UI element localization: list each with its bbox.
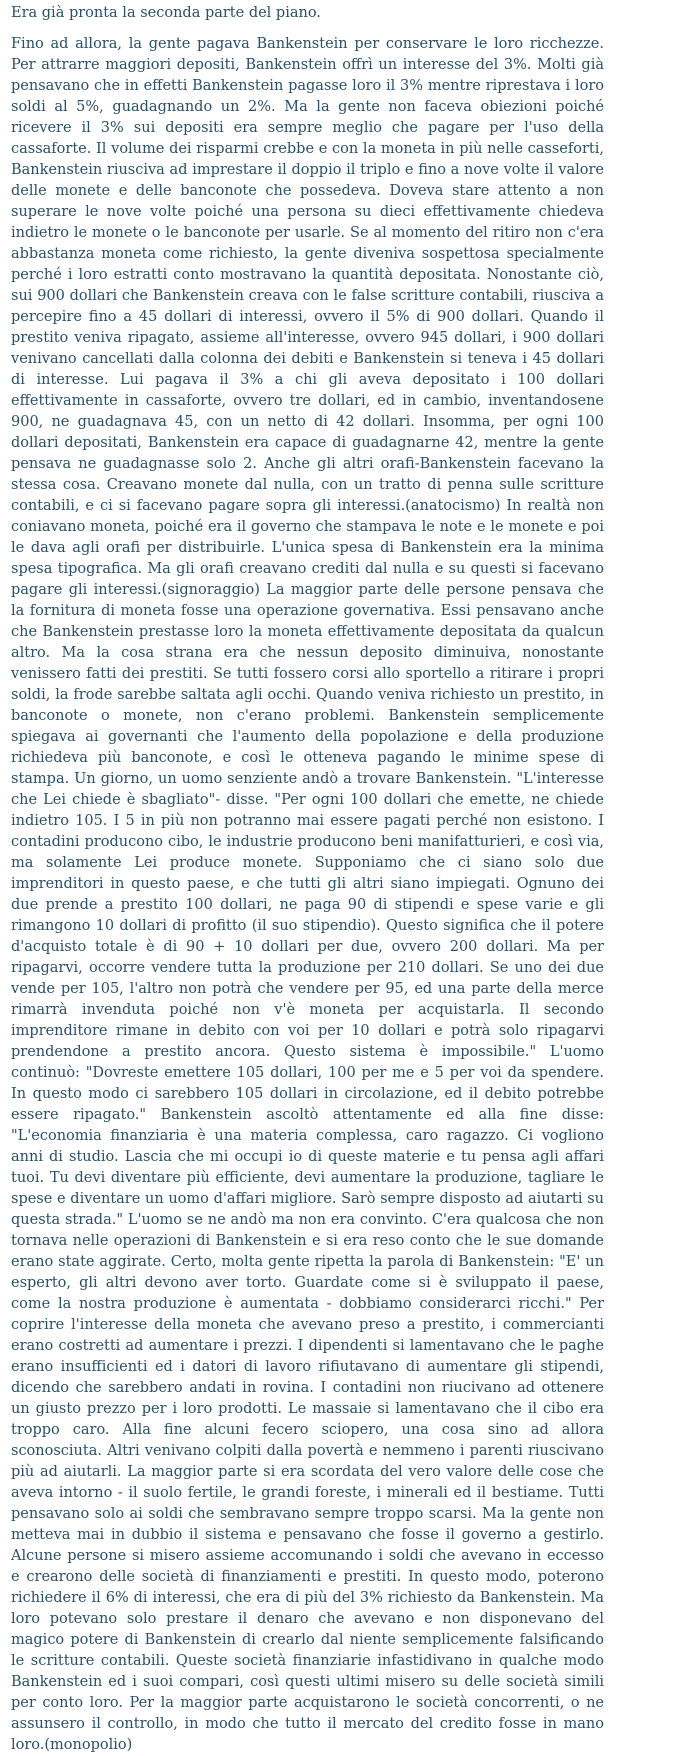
body-paragraph: Fino ad allora, la gente pagava Bankenstein per conservare le loro ricchezze. Per attrarre maggiori depositi, Bankenstein offrì un interesse del 3%. Molti già pensavano che in effetti Bankenstein pagasse loro il 3% mentre riprestava i loro soldi al 5%, guadagnando un 2%. Ma la gente non faceva obiezioni poiché ricevere il 3% sui depositi era sempre meglio che pagare per l'uso della cassaforte. Il volume dei risparmi crebbe e con la moneta in più nelle casseforti, Bankenstein riusciva ad imprestare il doppio il triplo e fino a nove volte il valore delle monete e delle banconote che possedeva. Doveva stare attento a non superare le nove volte poiché una persona su dieci effettivamente chiedeva indietro le monete o le banconote per usarle. Se al momento del ritiro non c'era abbastanza moneta come richiesto, la gente diveniva sospettosa specialmente perché i loro estratti conto mostravano la quantità depositata. Nonostante ciò, sui 900 dollari che Bankenstein creava con le false scritture contabili, riusciva a percepire fino a 45 dollari di interessi, ovvero il 5% di 900 dollari. Quando il prestito veniva ripagato, assieme all'interesse, ovvero 945 dollari, i 900 dollari venivano cancellati dalla colonna dei debiti e Bankenstein si teneva i 45 dollari di interesse. Lui pagava il 3% a chi gli aveva depositato i 100 dollari effettivamente in cassaforte, ovvero tre dollari, ed in cambio, inventandosene 900, ne guadagnava 45, con un netto di 42 dollari. Insomma, per ogni 100 dollari depositati, Bankenstein era capace di guadagnarne 42, mentre la gente pensava ne guadagnasse solo 2. Anche gli altri orafi-Bankenstein facevano la stessa cosa. Creavano monete dal nulla, con un tratto di penna sulle scritture contabili, e ci si facevano pagare sopra gli interessi.(anatocismo) In realtà non coniavano moneta, poiché era il governo che stampava le note e le monete e poi le dava agli orafi per distribuirle. L'unica spesa di Bankenstein era la minima spesa tipografica. Ma gli orafi creavano crediti dal nulla e su questi si facevano pagare gli interessi.(signoraggio) La maggior parte delle persone pensava che la fornitura di moneta fosse una operazione governativa. Essi pensavano anche che Bankenstein prestasse loro la moneta effettivamente depositata da qualcun altro. Ma la cosa strana era che nessun deposito diminuiva, nonostante venissero fatti dei prestiti. Se tutti fossero corsi allo sportello a ritirare i propri soldi, la frode sarebbe saltata agli occhi. Quando veniva richiesto un prestito, in banconote o monete, non c'erano problemi. Bankenstein semplicemente spiegava ai governanti che l'aumento della popolazione e della produzione richiedeva più banconote, e così le otteneva pagando le minime spese di stampa. Un giorno, un uomo senziente andò a trovare Bankenstein. "L'interesse che Lei chiede è sbagliato"- disse. "Per ogni 100 dollari che emette, ne chiede indietro 105. I 5 in più non potranno mai essere pagati perché non esistono. I contadini producono cibo, le industrie producono beni manifatturieri, e così via, ma solamente Lei produce monete. Supponiamo che ci siano solo due imprenditori in questo paese, e che tutti gli altri siano impiegati. Ognuno dei due prende a prestito 100 dollari, ne paga 90 di stipendi e spese varie e gli rimangono 10 dollari di profitto (il suo stipendio). Questo significa che il potere d'acquisto totale è di 90 + 10 dollari per due, ovvero 200 dollari. Ma per ripagarvi, occorre vendere tutta la produzione per 210 dollari. Se uno dei due vende per 105, l'altro non potrà che vendere per 95, ed una parte della merce rimarrà invenduta poiché non v'è moneta per acquistarla. Il secondo imprenditore rimane in debito con voi per 10 dollari e potrà solo ripagarvi prendendone a prestito ancora. Questo sistema è impossibile." L'uomo continuò: "Dovreste emettere 105 dollari, 100 per me e 5 per voi da spendere. In questo modo ci sarebbero 105 dollari in circolazione, ed il debito potrebbe essere ripagato." Bankenstein ascoltò attentamente ed alla fine disse: "L'economia finanziaria è una materia complessa, caro ragazzo. Ci vogliono anni di studio. Lascia che mi occupi io di queste materie e tu pensa agli affari tuoi. Tu devi diventare più efficiente, devi aumentare la produzione, tagliare le spese e diventare un uomo d'affari migliore. Sarò sempre disposto ad aiutarti su questa strada." L'uomo se ne andò ma non era convinto. C'era qualcosa che non tornava nelle operazioni di Bankenstein e si era reso conto che le sue domande erano state aggirate. Certo, molta gente ripetta la parola di Bankenstein: "E' un esperto, gli altri devono aver torto. Guardate come si è sviluppato il paese, come la nostra produzione è aumentata - dobbiamo considerarci ricchi." Per coprire l'interesse della moneta che avevano preso a prestito, i commercianti erano costretti ad aumentare i prezzi. I dipendenti si lamentavano che le paghe erano insufficienti ed i datori di lavoro rifiutavano di aumentare gli stipendi, dicendo che sarebbero andati in rovina. I contadini non riucivano ad ottenere un giusto prezzo per i loro prodotti. Le massaie si lamentavano che il cibo era troppo caro. Alla fine alcuni fecero sciopero, una cosa sino ad allora sconosciuta. Altri venivano colpiti dalla povertà e nemmeno i parenti riuscivano più ad aiutarli. La maggior parte si era scordata del vero valore delle cose che aveva intorno - il suolo fertile, le grandi foreste, i minerali ed il bestiame. Tutti pensavano solo ai soldi che sembravano sempre troppo scarsi. Ma la gente non metteva mai in dubbio il sistema e pensavano che fosse il governo a gestirlo. Alcune persone si misero assieme accomunando i soldi che avevano in eccesso e crearono delle società di finanziamenti e prestiti. In questo modo, poterono richiedere il 6% di interessi, che era di più del 3% richiesto da Bankenstein. Ma loro potevano solo prestare il denaro che avevano e non disponevano del magico potere di Bankenstein di crearlo dal niente semplicemente falsificando le scritture contabili. Queste società finanziarie infastidivano in qualche modo Bankenstein ed i suoi compari, così questi ultimi misero su delle società simili per conto loro. Per la maggior parte acquistarono le società concorrenti, o ne assunsero il controllo, in modo che tutto il mercato del credito fosse in mano loro.(monopolio): [11, 36, 604, 1753]
document-page: [11, 3, 604, 1756]
intro-paragraph: Era già pronta la seconda parte del piano.: [11, 5, 321, 21]
